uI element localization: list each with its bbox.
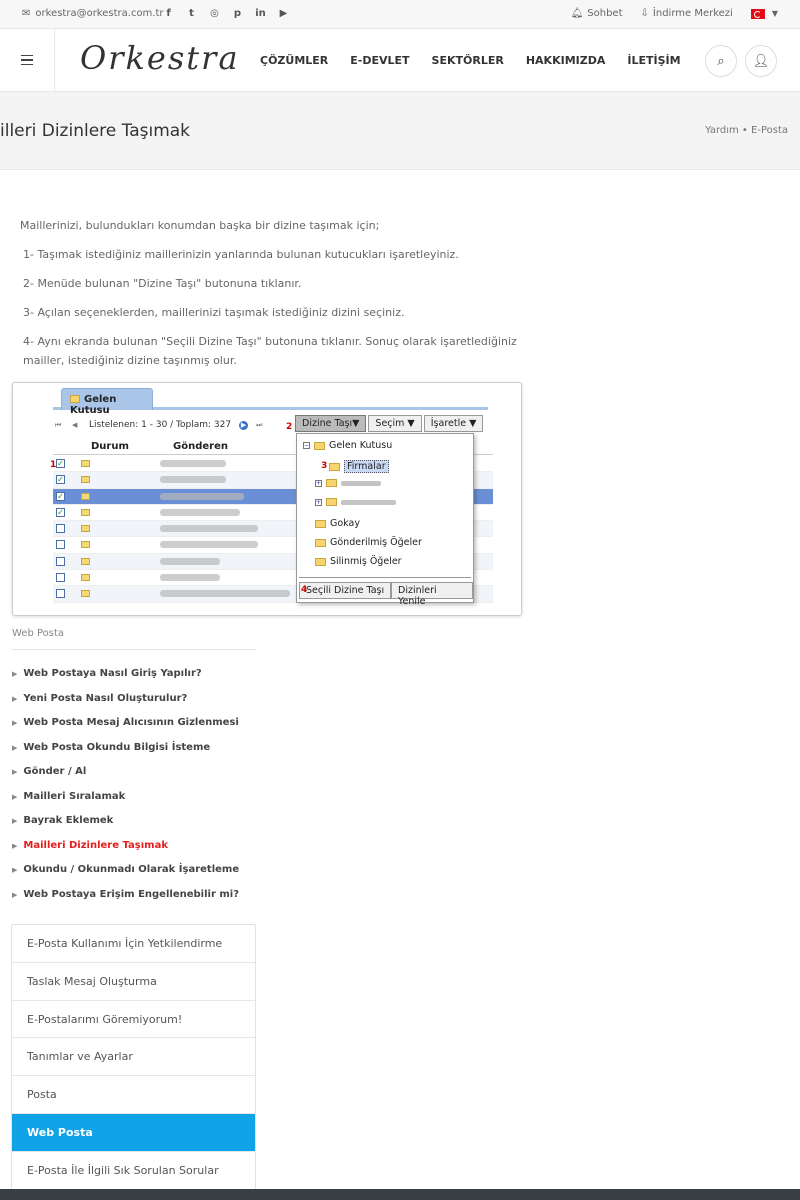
- prev-page-icon: ◀: [72, 420, 78, 429]
- envelope-icon: [81, 525, 90, 532]
- search-icon: ⌕: [717, 53, 725, 69]
- checkbox-icon: [56, 557, 65, 566]
- step-3-paragraph: 3- Açılan seçeneklerden, maillerinizi taşımak istediğiniz dizini seçiniz.: [23, 306, 405, 319]
- step-4-marker: 4: [301, 585, 308, 595]
- chat-label: Sohbet: [587, 8, 623, 19]
- folder-icon: [329, 463, 340, 471]
- blurred-sender: [160, 509, 240, 516]
- article-body: [20, 216, 520, 380]
- search-button[interactable]: [705, 45, 737, 77]
- tree-inbox: [303, 440, 392, 451]
- topic-link-label: Web Postaya Nasıl Giriş Yapılır?: [23, 668, 202, 679]
- category-item[interactable]: E-Posta İle İlgili Sık Sorulan Sorular: [27, 1163, 219, 1177]
- folder-icon: [315, 520, 326, 528]
- checkbox-icon: ✓: [57, 491, 64, 501]
- tree-blurred-1: [315, 479, 381, 487]
- checkbox-icon: ✓: [57, 475, 64, 485]
- step-4-paragraph: 4- Aynı ekranda bulunan "Seçili Dizine Taşı" butonuna tıklanır. Sonuç olarak işaretlediğiniz mailler, istediğiniz dizine taşınmış olur.: [23, 335, 517, 367]
- topic-link-label: Web Postaya Erişim Engellenebilir mi?: [23, 888, 240, 900]
- category-item[interactable]: Tanımlar ve Ayarlar: [12, 1038, 255, 1076]
- caret-right-icon: ▶: [12, 890, 18, 899]
- inbox-tab: [61, 388, 153, 416]
- tree-gokay-label: Gokay: [330, 518, 360, 529]
- facebook-icon[interactable]: f: [166, 8, 171, 19]
- tree-firms: [329, 460, 389, 473]
- caret-down-icon: ▼: [771, 9, 778, 18]
- move-to-folder-button: Dizine Taşı▼: [295, 415, 366, 432]
- hamburger-icon: [21, 55, 33, 57]
- selection-button: Seçim ▼: [368, 415, 421, 432]
- bell-icon: 🔔︎: [570, 8, 584, 19]
- webmail-screenshot: [12, 382, 522, 616]
- refresh-folders-button: Dizinleri Yenile: [391, 582, 473, 599]
- folder-icon: [315, 558, 326, 566]
- checkbox-icon: [56, 540, 65, 549]
- topic-link[interactable]: [12, 693, 239, 718]
- toolbar: [295, 415, 483, 432]
- tree-sent-label: Gönderilmiş Öğeler: [330, 537, 422, 548]
- caret-right-icon: ▶: [12, 866, 18, 874]
- topic-link-label: Okundu / Okunmadı Olarak İşaretleme: [23, 864, 240, 875]
- turkey-flag-icon: [751, 9, 765, 19]
- tree-firms-label: Firmalar: [344, 460, 389, 473]
- folder-icon: [70, 395, 80, 403]
- checkbox-icon: ✓: [57, 459, 64, 468]
- col-sender: Gönderen: [173, 441, 228, 452]
- last-page-icon: ⏭: [256, 420, 263, 429]
- category-item[interactable]: E-Posta Kullanımı İçin Yetkilendirme: [12, 925, 255, 963]
- envelope-icon: [81, 574, 90, 581]
- caret-right-icon: ▶: [12, 817, 18, 825]
- page-title-band: [0, 92, 800, 170]
- caret-right-icon: ▶: [12, 768, 18, 776]
- caret-right-icon: ▶: [12, 743, 18, 752]
- folder-icon: [314, 442, 325, 450]
- blurred-sender: [160, 525, 258, 532]
- blurred-sender: [160, 476, 226, 483]
- pinterest-icon[interactable]: p: [233, 8, 242, 19]
- envelope-icon: [81, 590, 90, 597]
- hamburger-line: [21, 59, 33, 61]
- step-3-marker: 3: [321, 461, 328, 471]
- top-bar: [0, 0, 800, 29]
- checkbox-icon: ✓: [57, 507, 64, 517]
- nav-e-government[interactable]: E-DEVLET: [350, 54, 410, 67]
- page-title: illeri Dizinlere Taşımak: [0, 121, 191, 141]
- blurred-sender: [160, 558, 220, 565]
- blurred-folder-name: [341, 481, 381, 486]
- topic-link-label: Mailleri Sıralamak: [23, 790, 126, 802]
- topic-links: [12, 668, 239, 913]
- step-1-marker: 1: [50, 460, 57, 470]
- category-item[interactable]: E-Postalarımı Göremiyorum!: [12, 1001, 255, 1039]
- envelope-icon: [81, 493, 90, 500]
- topic-link-label: Yeni Posta Nasıl Oluşturulur?: [23, 692, 188, 704]
- blurred-sender: [160, 574, 220, 581]
- topic-link[interactable]: [12, 717, 239, 742]
- email-link[interactable]: [22, 8, 164, 19]
- blurred-sender: [160, 590, 290, 597]
- logo[interactable]: Orkestra: [80, 39, 240, 77]
- mark-button: İşaretle ▼: [424, 415, 484, 432]
- topic-link-active[interactable]: [12, 840, 239, 865]
- main-header: [0, 29, 800, 92]
- topic-link[interactable]: [12, 864, 239, 889]
- twitter-icon[interactable]: t: [189, 8, 194, 19]
- checkbox-icon: [56, 589, 65, 598]
- blurred-sender: [160, 460, 226, 467]
- tree-gokay: [315, 518, 360, 529]
- col-status: Durum: [91, 441, 129, 452]
- expand-icon: +: [316, 498, 322, 506]
- topic-link-label: Gönder / Al: [23, 766, 87, 777]
- step-1-paragraph: 1- Taşımak istediğiniz maillerinizin yanlarında bulunan kutucukları işaretleyiniz.: [23, 248, 459, 261]
- social-links: [162, 7, 290, 20]
- topic-link[interactable]: [12, 889, 239, 914]
- topic-link[interactable]: [12, 815, 239, 840]
- chat-link[interactable]: [571, 8, 623, 19]
- nav-about[interactable]: HAKKIMIZDA: [525, 54, 606, 67]
- first-page-icon: ⏮: [55, 420, 62, 429]
- category-item[interactable]: Posta: [12, 1076, 255, 1114]
- pager: [55, 420, 265, 430]
- topic-link-label: Bayrak Eklemek: [23, 815, 114, 826]
- tree-blurred-2: [315, 498, 396, 506]
- category-item-active[interactable]: Web Posta: [12, 1114, 255, 1152]
- inbox-tab-label: Gelen Kutusu: [70, 394, 117, 416]
- download-label: İndirme Merkezi: [652, 8, 733, 19]
- youtube-icon[interactable]: ▶: [279, 8, 288, 19]
- caret-right-icon: ▶: [12, 670, 18, 678]
- mail-icon: ✉: [22, 8, 31, 19]
- main-nav: [260, 54, 681, 67]
- email-text: orkestra@orkestra.com.tr: [35, 8, 164, 19]
- envelope-icon: [81, 541, 90, 548]
- topic-link-label: Mailleri Dizinlere Taşımak: [23, 839, 168, 851]
- nav-sectors[interactable]: SEKTÖRLER: [431, 54, 504, 67]
- menu-toggle-button[interactable]: [0, 29, 55, 91]
- intro-paragraph: Maillerinizi, bulundukları konumdan başka bir dizine taşımak için;: [20, 219, 380, 232]
- language-selector[interactable]: [751, 9, 778, 19]
- pager-text: Listelenen: 1 - 30 / Toplam: 327: [89, 420, 232, 430]
- checkbox-icon: [56, 524, 65, 533]
- category-divider: [12, 649, 256, 650]
- tree-sent: [315, 537, 422, 548]
- caret-right-icon: ▶: [12, 841, 18, 850]
- nav-solutions[interactable]: ÇÖZÜMLER: [260, 54, 329, 67]
- folder-dropdown: [296, 433, 474, 607]
- tree-deleted-label: Silinmiş Öğeler: [330, 556, 402, 567]
- checkbox-icon: [56, 573, 65, 582]
- move-selected-button: Seçili Dizine Taşı: [299, 582, 391, 599]
- footer-bar: [0, 1189, 800, 1200]
- topic-link[interactable]: [12, 742, 239, 767]
- envelope-icon: [81, 460, 90, 467]
- envelope-icon: [81, 509, 90, 516]
- topic-link-label: Web Posta Okundu Bilgisi İsteme: [23, 741, 211, 753]
- envelope-icon: [81, 476, 90, 483]
- category-item[interactable]: Taslak Mesaj Oluşturma: [12, 963, 255, 1001]
- category-title: Web Posta: [12, 628, 65, 639]
- instagram-icon[interactable]: ◎: [210, 8, 219, 19]
- category-list: [11, 924, 256, 1191]
- topic-link-label: Web Posta Mesaj Alıcısının Gizlenmesi: [23, 717, 239, 728]
- folder-icon: [326, 479, 337, 487]
- download-center-link[interactable]: [641, 8, 733, 19]
- tree-inbox-label: Gelen Kutusu: [329, 440, 393, 451]
- step-2-paragraph: 2- Menüde bulunan "Dizine Taşı" butonuna tıklanır.: [23, 277, 302, 290]
- user-button[interactable]: [745, 45, 777, 77]
- download-icon: ⇩: [640, 8, 649, 19]
- caret-right-icon: ▶: [12, 719, 18, 727]
- caret-right-icon: ▶: [12, 792, 18, 801]
- dropdown-divider: [299, 577, 471, 578]
- expand-icon: +: [316, 479, 322, 487]
- user-icon: 👤︎: [752, 53, 770, 69]
- folder-icon: [326, 498, 337, 506]
- topic-link[interactable]: [12, 791, 239, 816]
- caret-right-icon: ▶: [12, 694, 18, 703]
- topic-link[interactable]: [12, 766, 239, 791]
- hamburger-line: [21, 64, 33, 66]
- collapse-icon: −: [304, 442, 310, 449]
- tree-deleted: [315, 556, 402, 567]
- linkedin-icon[interactable]: in: [255, 8, 266, 19]
- folder-icon: [315, 539, 326, 547]
- nav-contact[interactable]: İLETİŞİM: [627, 54, 681, 67]
- step-2-marker: 2: [286, 422, 293, 432]
- next-page-icon: ▶: [240, 421, 247, 429]
- topic-link[interactable]: [12, 668, 239, 693]
- breadcrumb[interactable]: Yardım • E-Posta: [705, 125, 788, 136]
- blurred-sender: [160, 541, 258, 548]
- blurred-sender: [160, 493, 244, 500]
- envelope-icon: [81, 558, 90, 565]
- blurred-folder-name: [341, 500, 396, 505]
